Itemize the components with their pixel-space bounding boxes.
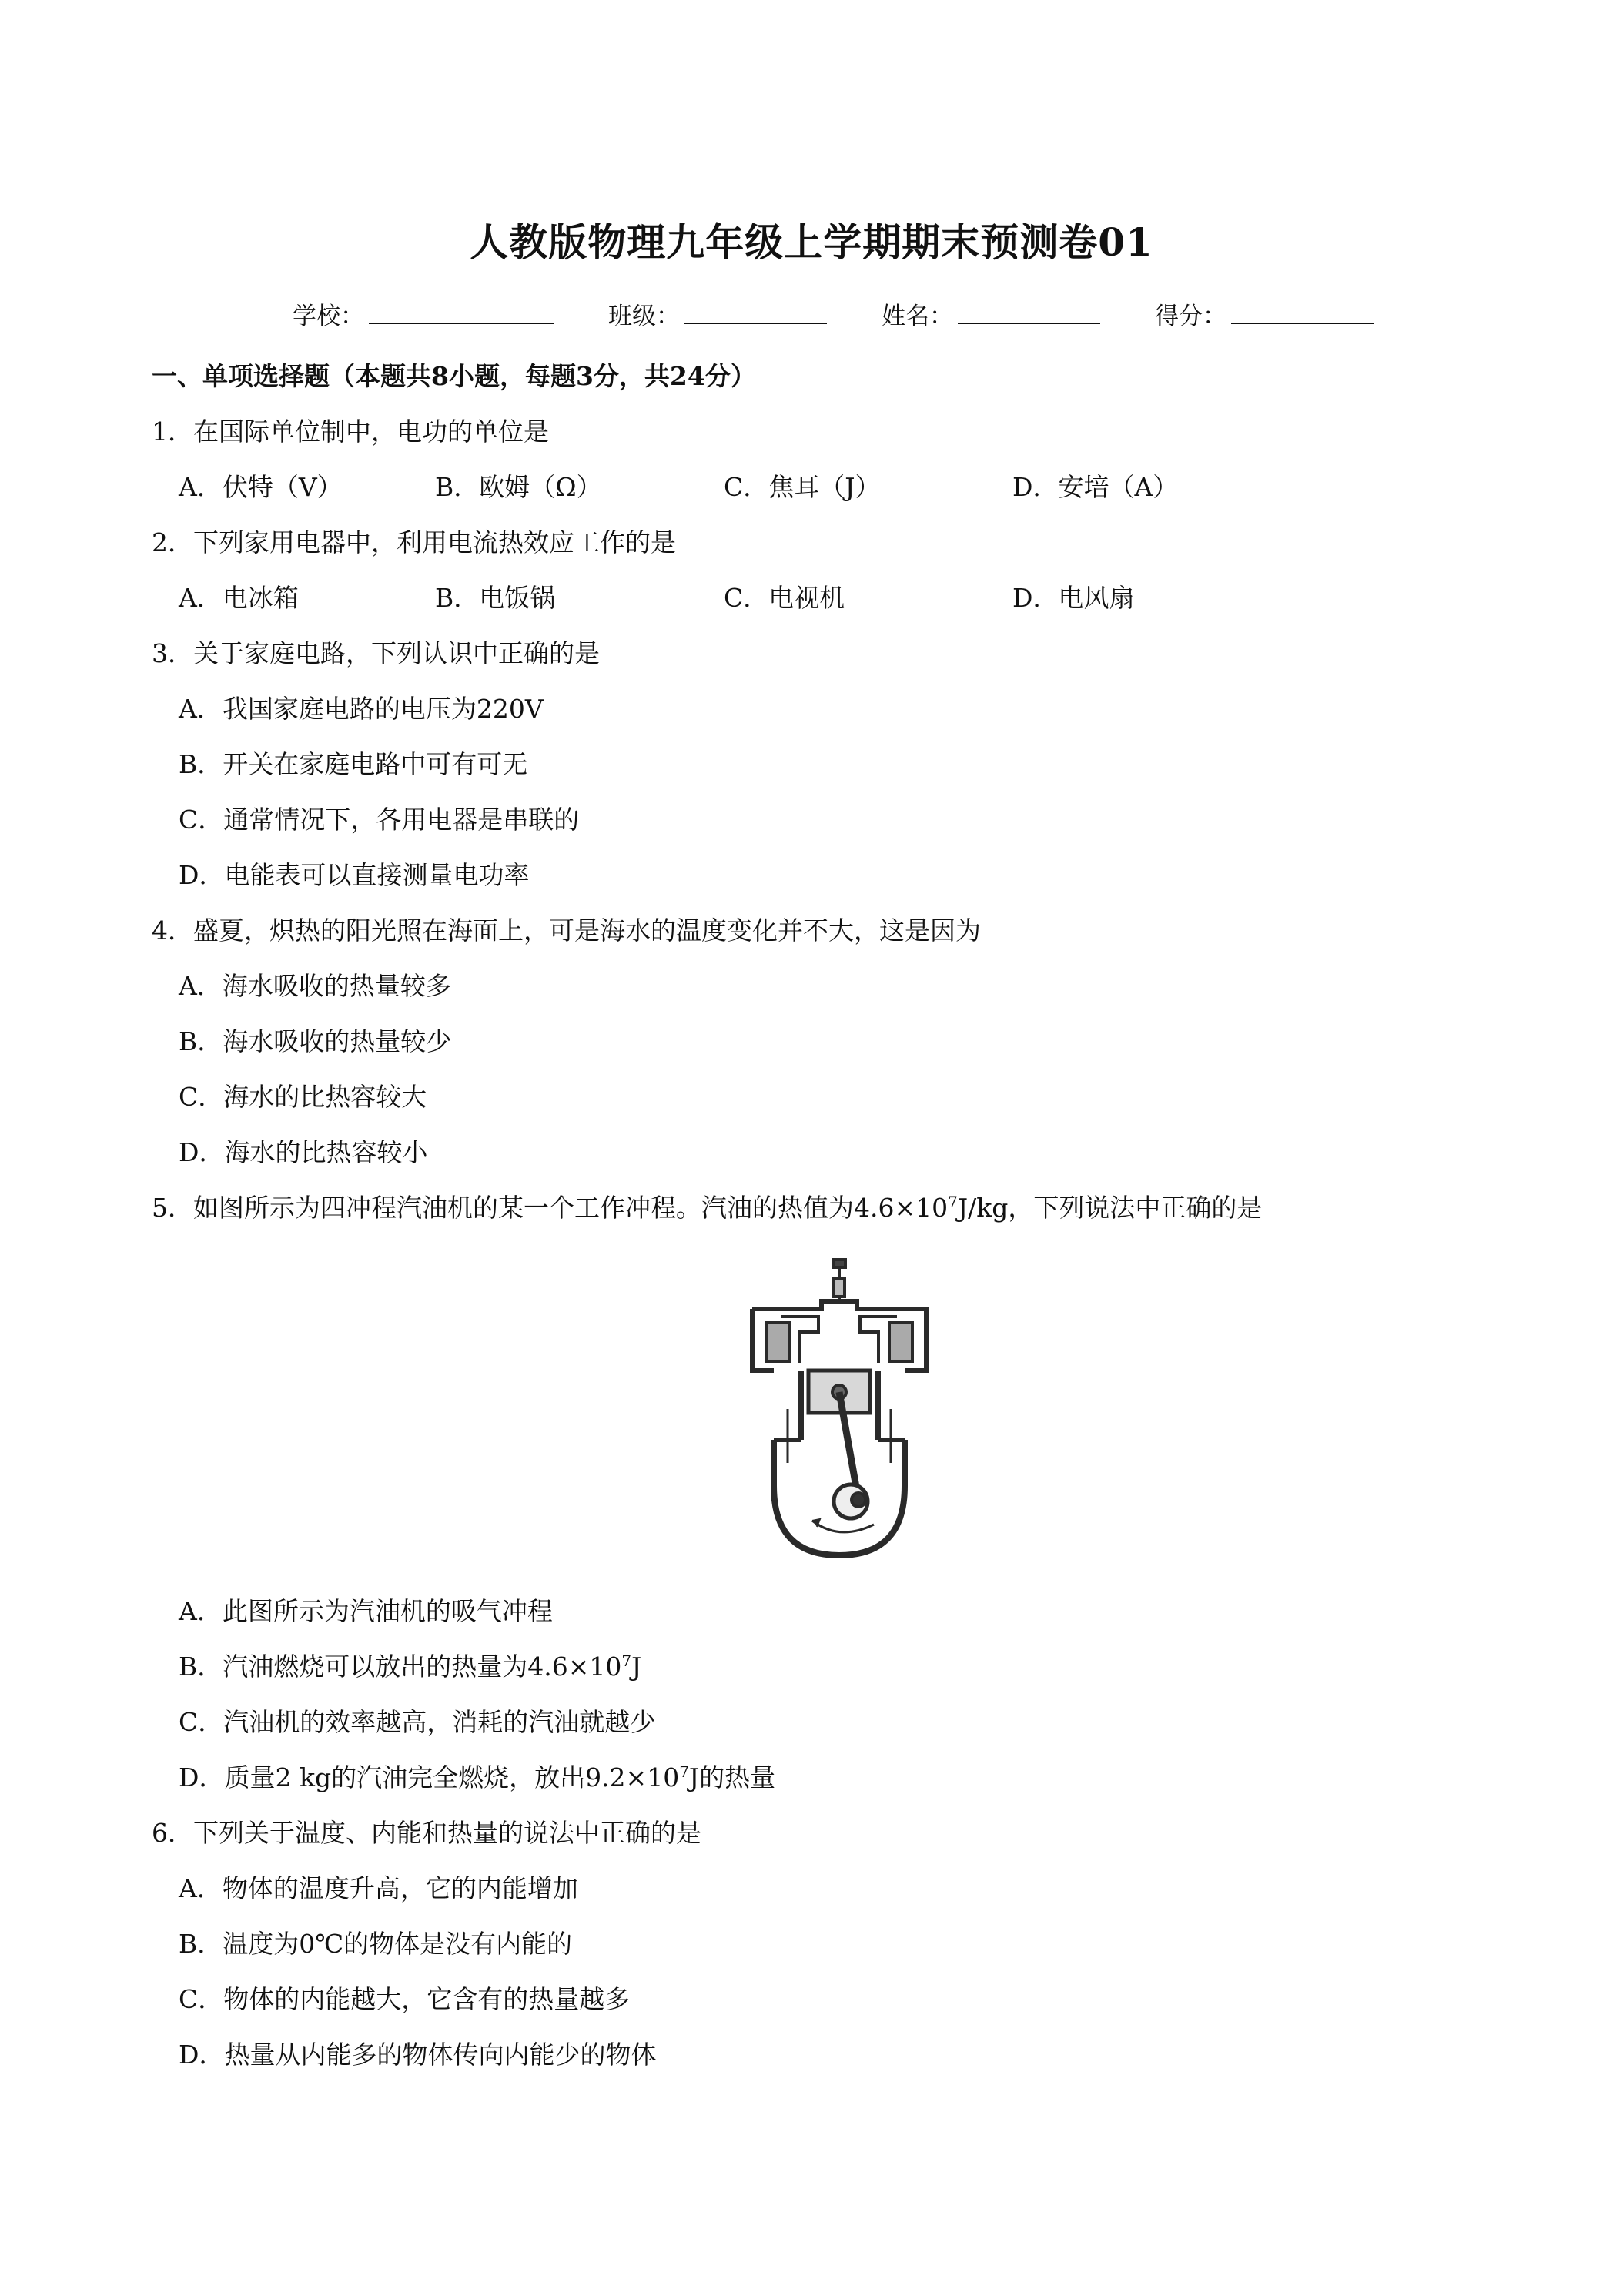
class-blank[interactable] (684, 300, 827, 324)
question-4-stem: 4．盛夏，炽热的阳光照在海面上，可是海水的温度变化并不大，这是因为 (152, 915, 981, 946)
q5-stem-text: 5．如图所示为四冲程汽油机的某一个工作冲程。汽油的热值为4.6×10 (152, 1193, 949, 1223)
q5-option-b-unit: J (631, 1652, 642, 1682)
q5-stem-unit: J/kg，下列说法中正确的是 (957, 1193, 1263, 1223)
question-3-stem: 3．关于家庭电路，下列认识中正确的是 (152, 638, 600, 668)
q5-option-b-exponent: 7 (621, 1652, 632, 1670)
name-label: 姓名： (882, 303, 953, 330)
question-5-stem (152, 1192, 1262, 1224)
q5-option-c[interactable]: C．汽油机的效率越高，消耗的汽油就越少 (179, 1707, 656, 1737)
q3-option-d[interactable]: D．电能表可以直接测量电功率 (179, 860, 530, 890)
q4-option-d[interactable]: D．海水的比热容较小 (179, 1137, 428, 1167)
section-heading: 一、单项选择题（本题共8小题，每题3分，共24分） (152, 361, 756, 391)
q2-option-a[interactable]: A．电冰箱 (179, 583, 299, 613)
q1-option-c[interactable]: C．焦耳（J） (724, 472, 881, 502)
q2-option-d[interactable]: D．电风扇 (1012, 583, 1135, 613)
q5-option-d-unit: J的热量 (688, 1762, 776, 1792)
q5-option-d-text: D．质量2 kg的汽油完全燃烧，放出9.2×10 (179, 1762, 680, 1792)
school-blank[interactable] (369, 300, 554, 324)
q2-option-c[interactable]: C．电视机 (724, 583, 845, 613)
question-2-stem: 2．下列家用电器中，利用电流热效应工作的是 (152, 527, 676, 557)
q4-option-b[interactable]: B．海水吸收的热量较少 (179, 1026, 452, 1056)
page-title: 人教版物理九年级上学期期末预测卷01 (470, 219, 1153, 265)
score-field[interactable] (1155, 296, 1374, 331)
q5-option-d[interactable] (179, 1762, 775, 1794)
q5-option-a[interactable]: A．此图所示为汽油机的吸气冲程 (179, 1596, 553, 1626)
q6-option-c[interactable]: C．物体的内能越大，它含有的热量越多 (179, 1984, 631, 2014)
class-label: 班级： (608, 303, 680, 330)
q5-stem-exponent: 7 (948, 1193, 958, 1211)
class-field[interactable] (608, 296, 827, 331)
q3-option-c[interactable]: C．通常情况下，各用电器是串联的 (179, 805, 580, 835)
q2-option-b[interactable]: B．电饭锅 (435, 583, 556, 613)
question-6-stem: 6．下列关于温度、内能和热量的说法中正确的是 (152, 1818, 701, 1848)
q1-option-a[interactable]: A．伏特（V） (179, 472, 343, 502)
q4-option-a[interactable]: A．海水吸收的热量较多 (179, 971, 451, 1001)
name-blank[interactable] (958, 300, 1100, 324)
score-blank[interactable] (1231, 300, 1374, 324)
question-2-options (0, 582, 1623, 614)
q5-option-d-exponent: 7 (679, 1762, 689, 1781)
engine-cylinder-figure (735, 1255, 943, 1563)
q3-option-a[interactable]: A．我国家庭电路的电压为220V (179, 694, 544, 724)
score-label: 得分： (1155, 303, 1226, 330)
student-info-row (0, 296, 1623, 335)
name-field[interactable] (882, 296, 1100, 331)
q5-option-b-text: B．汽油燃烧可以放出的热量为4.6×10 (179, 1652, 622, 1682)
q6-option-d[interactable]: D．热量从内能多的物体传向内能少的物体 (179, 2040, 657, 2070)
school-label: 学校： (293, 303, 364, 330)
q4-option-c[interactable]: C．海水的比热容较大 (179, 1082, 427, 1112)
question-1-stem: 1．在国际单位制中，电功的单位是 (152, 417, 549, 447)
q3-option-b[interactable]: B．开关在家庭电路中可有可无 (179, 749, 528, 779)
question-1-options (0, 471, 1623, 504)
q6-option-b[interactable]: B．温度为0℃的物体是没有内能的 (179, 1929, 573, 1959)
q1-option-b[interactable]: B．欧姆（Ω） (435, 472, 602, 502)
q1-option-d[interactable]: D．安培（A） (1012, 472, 1179, 502)
school-field[interactable] (293, 296, 554, 331)
q6-option-a[interactable]: A．物体的温度升高，它的内能增加 (179, 1873, 578, 1903)
q5-option-b[interactable] (179, 1651, 641, 1683)
